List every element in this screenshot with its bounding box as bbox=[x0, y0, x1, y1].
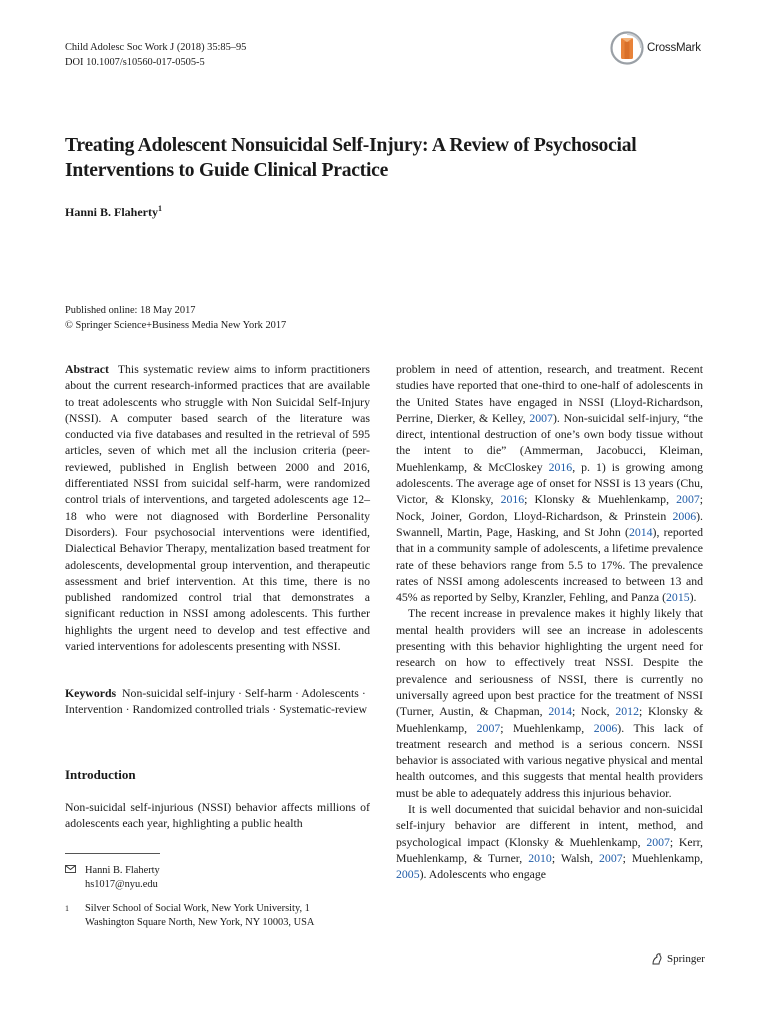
text-run: ; Nock, Joiner, Gordon, Lloyd-Richardson, & Prinstein bbox=[396, 492, 704, 523]
text-run: ; Muehlenkamp, bbox=[622, 850, 703, 865]
citation-link[interactable]: 2006 bbox=[593, 720, 618, 735]
text-run: ), reported that in a community sample of adolescents, a lifetime prevalence rate of these behaviors range from 5.5 to 17%. The prevalence rates of NSSI among adolescents increased to between 13 and 45% as reported by Selby, Kranzler, Fehling, and Panza ( bbox=[396, 524, 703, 605]
text-run: ). This lack of treatment research and method is a serious concern. NSSI behavior is associated with various negative physical and mental health outcomes, and this suggests that mental health providers must be able to adequately address this injurious behavior. bbox=[396, 720, 703, 800]
corresponding-email[interactable]: hs1017@nyu.edu bbox=[85, 879, 158, 891]
text-run: ; Nock, bbox=[571, 704, 616, 719]
citation-link[interactable]: 2006 bbox=[672, 508, 697, 523]
text-run: ). Adolescents who engage bbox=[419, 867, 547, 882]
publication-info bbox=[65, 303, 286, 333]
springer-horse-icon bbox=[650, 952, 664, 966]
keywords-text: Non-suicidal self-injury · Self-harm · Adolescents · Intervention · Randomized controlled trials · Systematic-review bbox=[65, 686, 368, 717]
abstract-label: Abstract bbox=[65, 362, 109, 376]
author-line bbox=[65, 204, 162, 220]
journal-info bbox=[65, 40, 246, 70]
right-column bbox=[396, 361, 703, 883]
publisher-mark bbox=[650, 952, 705, 966]
citation-link[interactable]: 2007 bbox=[646, 834, 670, 849]
text-run: ; Klonsky & Muehlenkamp, bbox=[524, 492, 677, 507]
journal-citation: Child Adolesc Soc Work J (2018) 35:85–95 bbox=[65, 42, 247, 53]
doi: DOI 10.1007/s10560-017-0505-5 bbox=[65, 57, 205, 68]
citation-link[interactable]: 2016 bbox=[500, 492, 525, 507]
affiliation-number: 1 bbox=[65, 904, 69, 913]
citation-link[interactable]: 2012 bbox=[615, 704, 639, 719]
abstract-text: This systematic review aims to inform practitioners about the current research-informed practices that are available to treat adolescents who struggle with Non Suicidal Self-Injury (NSSI). A computer based search of the literature was conducted via five databases and resulted in the retrieval of 595 articles, seven of which met all the inclusion criteria (peer-reviewed, published in English between 2000 and 2016, differentiated NSSI from suicidal self-harm, were randomized control trials of interventions, and targeted adolescents age 12–18 who were not diagnosed with Borderline Personality Disorders). Four psychosocial interventions were identified, Dialectical Behavior Therapy, mentalization based treatment for adolescents, developmental group intervention, and therapeutic assessment and brief intervention. At this time, there is no published randomized control trial that demonstrates a significant reduction in NSSI among adolescents. This further highlights the urgent need to develop and test effective and varied interventions for adolescents presenting with NSSI. bbox=[65, 362, 370, 654]
text-run: ; Klonsky & Muehlenkamp, bbox=[396, 704, 704, 735]
text-run: The recent increase in prevalence makes it highly likely that mental health providers will see an increase in adolescents presenting with this behavior highlighting the urgent need for research on how to effectively treat NSSI. Despite the prevalence and seriousness of NSSI, there is currently no universally agreed upon best practice for the treatment of NSSI (Turner, Austin, & Chapman, bbox=[396, 606, 703, 719]
article-title: Treating Adolescent Nonsuicidal Self-Injury: A Review of Psychosocial Interventions to Guide Clinical Practice bbox=[65, 135, 637, 181]
text-run: ). Swannell, Martin, Page, Hasking, and St John ( bbox=[396, 508, 703, 539]
citation-link[interactable]: 2007 bbox=[676, 492, 700, 507]
publisher-name: Springer bbox=[667, 953, 705, 965]
affiliation-line-2: Washington Square North, New York, NY 10003, USA bbox=[85, 917, 315, 929]
copyright: © Springer Science+Business Media New York 2017 bbox=[65, 320, 287, 331]
text-run: ; Walsh, bbox=[551, 850, 600, 865]
affiliation-line-1: Silver School of Social Work, New York University, 1 bbox=[85, 903, 310, 914]
intro-paragraph-1 bbox=[396, 361, 703, 605]
crossmark-badge[interactable] bbox=[610, 31, 701, 65]
corresponding-name: Hanni B. Flaherty bbox=[85, 865, 160, 876]
citation-link[interactable]: 2015 bbox=[666, 590, 690, 605]
crossmark-label: CrossMark bbox=[647, 42, 701, 54]
keywords bbox=[65, 685, 370, 718]
citation-link[interactable]: 2007 bbox=[529, 410, 553, 425]
citation-link[interactable]: 2016 bbox=[548, 459, 573, 474]
crossmark-icon bbox=[610, 31, 644, 65]
citation-link[interactable]: 2010 bbox=[528, 850, 552, 865]
citation-link[interactable]: 2007 bbox=[476, 720, 501, 735]
published-online: Published online: 18 May 2017 bbox=[65, 305, 196, 316]
envelope-icon bbox=[65, 864, 85, 893]
author-name: Hanni B. Flaherty bbox=[65, 205, 159, 219]
citation-link[interactable]: 2005 bbox=[396, 867, 420, 882]
keywords-block bbox=[65, 685, 370, 718]
text-run: problem in need of attention, research, and treatment. Recent studies have reported that one-third to one-half of adolescents in the United States have engaged in NSSI (Lloyd-Richardson, Perrine, Dierker, & Kelley, bbox=[396, 362, 703, 425]
author-affiliation-mark: 1 bbox=[158, 204, 163, 213]
text-run: ). bbox=[689, 590, 697, 605]
intro-paragraph-3 bbox=[396, 801, 703, 882]
introduction-heading: Introduction bbox=[65, 767, 136, 782]
abstract bbox=[65, 361, 370, 654]
corresponding-author bbox=[65, 864, 160, 893]
intro-paragraph-2 bbox=[396, 605, 703, 801]
footnote-divider bbox=[65, 853, 160, 854]
text-run: , p. 1) is growing among adolescents. The average age of onset for NSSI is 13 years (Chu, Victor, & Klonsky, bbox=[396, 459, 703, 507]
citation-link[interactable]: 2014 bbox=[548, 704, 572, 719]
text-run: ). Non-suicidal self-injury, “the direct, intentional destruction of one’s own body tissue without the intent to die” (Ammerman, Jacobucci, Kleiman, Muehlenkamp, & McCloskey bbox=[396, 410, 703, 474]
citation-link[interactable]: 2007 bbox=[599, 850, 623, 865]
text-run: It is well documented that suicidal behavior and non-suicidal self-injury behavior are different in intent, method, and psychological impact (Klonsky & Muehlenkamp, bbox=[396, 802, 703, 849]
affiliation bbox=[65, 902, 314, 931]
abstract-block bbox=[65, 361, 370, 654]
text-run: ; Kerr, Muehlenkamp, & Turner, bbox=[396, 834, 703, 865]
introduction-paragraph: Non-suicidal self-injurious (NSSI) behavior affects millions of adolescents each year, highlighting a public health bbox=[65, 800, 370, 831]
text-run: ; Muehlenkamp, bbox=[500, 720, 594, 735]
citation-link[interactable]: 2014 bbox=[628, 524, 653, 539]
keywords-label: Keywords bbox=[65, 686, 117, 700]
